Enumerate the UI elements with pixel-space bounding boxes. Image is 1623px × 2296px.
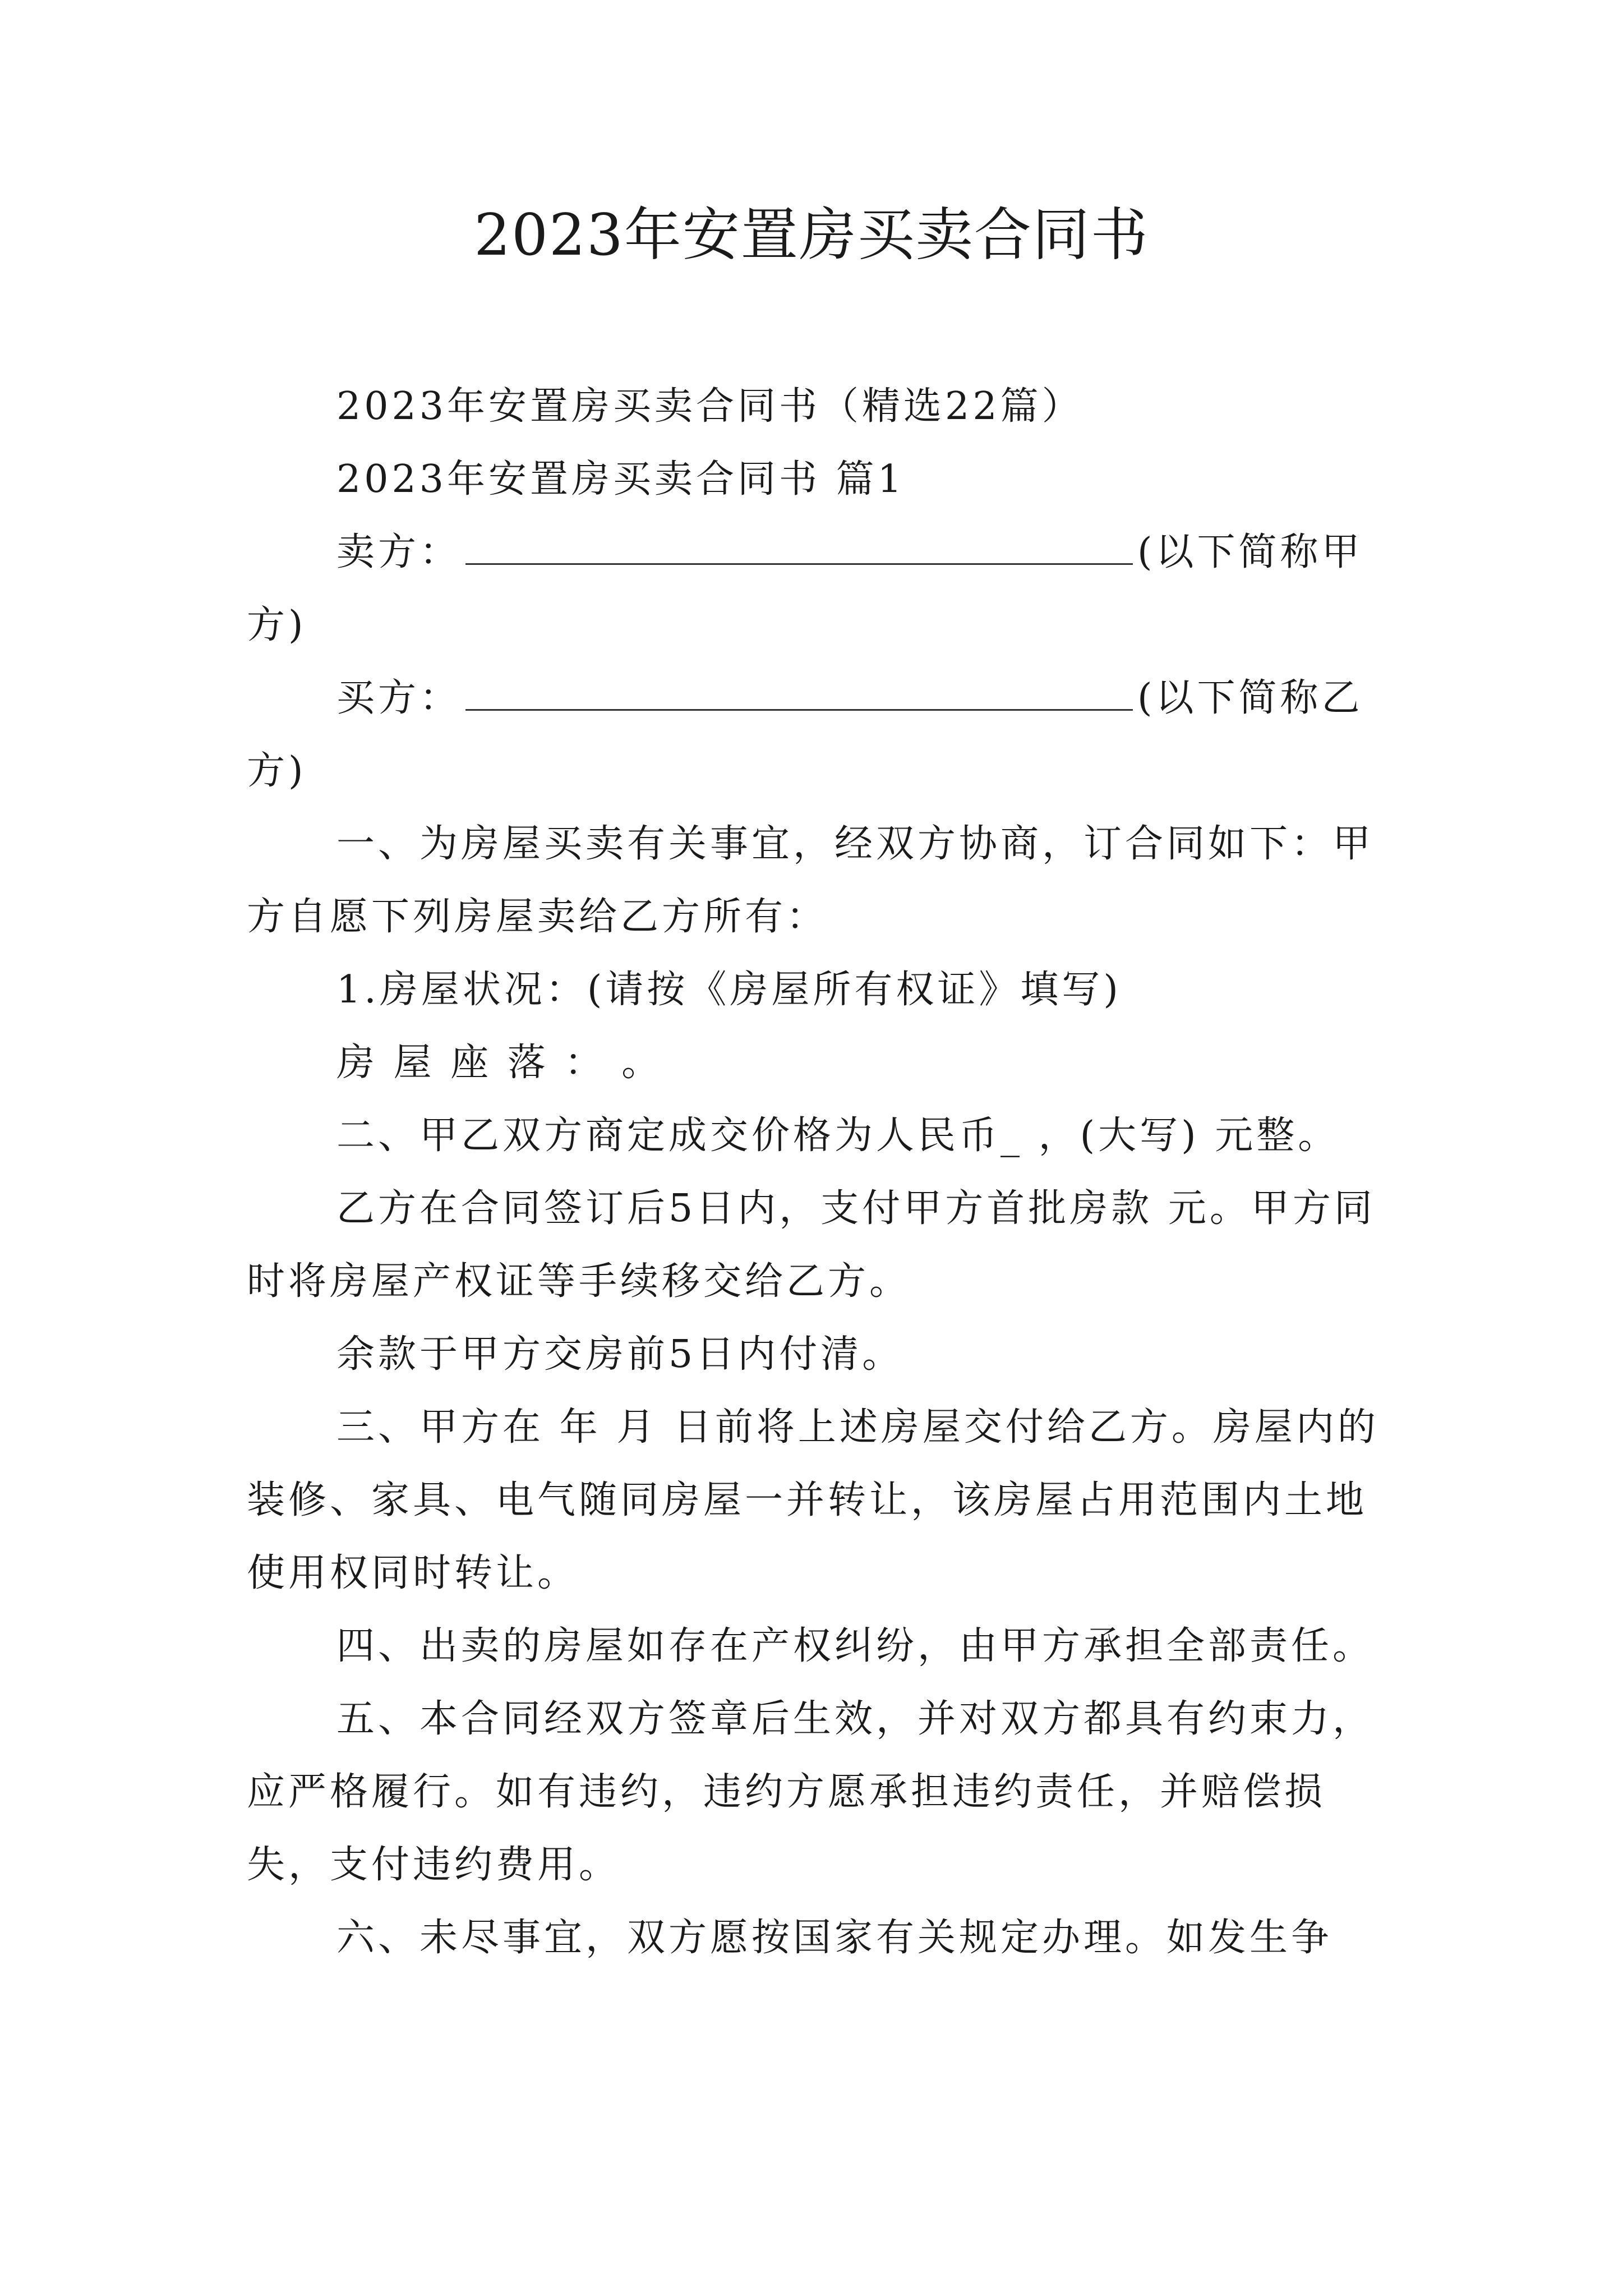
seller-suffix: (以下简称甲方) xyxy=(247,530,1363,647)
clause-3: 三、甲方在 年 月 日前将上述房屋交付给乙方。房屋内的装修、家具、电气随同房屋一并转让，该房屋占用范围内土地使用权同时转让。 xyxy=(247,1405,1379,1595)
balance-payment: 余款于甲方交房前5日内付清。 xyxy=(336,1332,904,1377)
first-payment: 乙方在合同签订后5日内，支付甲方首批房款 元。甲方同时将房屋产权证等手续移交给乙方。 xyxy=(247,1186,1376,1304)
seller-label: 卖方： xyxy=(336,530,462,574)
chapter-heading: 2023年安置房买卖合同书 篇1 xyxy=(336,457,905,501)
subtitle: 2023年安置房买卖合同书（精选22篇） xyxy=(336,384,1083,429)
clause-2: 二、甲乙双方商定成交价格为人民币_ ，(大写) 元整。 xyxy=(336,1114,1340,1158)
document-title: 2023年安置房买卖合同书 xyxy=(474,202,1149,269)
buyer-line xyxy=(247,662,1380,808)
document-body xyxy=(247,370,1380,1975)
house-status: 1.房屋状况：(请按《房屋所有权证》填写) xyxy=(336,968,1122,1012)
seller-blank xyxy=(465,530,1133,565)
clause-1: 一、为房屋买卖有关事宜，经双方协商，订合同如下：甲方自愿下列房屋卖给乙方所有： xyxy=(247,822,1375,939)
clause-5: 五、本合同经双方签章后生效，并对双方都具有约束力，应严格履行。如有违约，违约方愿承担违约责任，并赔偿损失，支付违约费用。 xyxy=(247,1697,1375,1887)
clause-6: 六、未尽事宜，双方愿按国家有关规定办理。如发生争 xyxy=(336,1916,1333,1960)
clause-4: 四、出卖的房屋如存在产权纠纷，由甲方承担全部责任。 xyxy=(336,1624,1375,1668)
buyer-suffix: (以下简称乙方) xyxy=(247,676,1363,793)
seller-line xyxy=(247,516,1380,662)
buyer-blank xyxy=(465,675,1133,711)
buyer-label: 买方： xyxy=(336,676,462,720)
house-location: 房 屋 座 落 ： 。 xyxy=(336,1041,663,1085)
